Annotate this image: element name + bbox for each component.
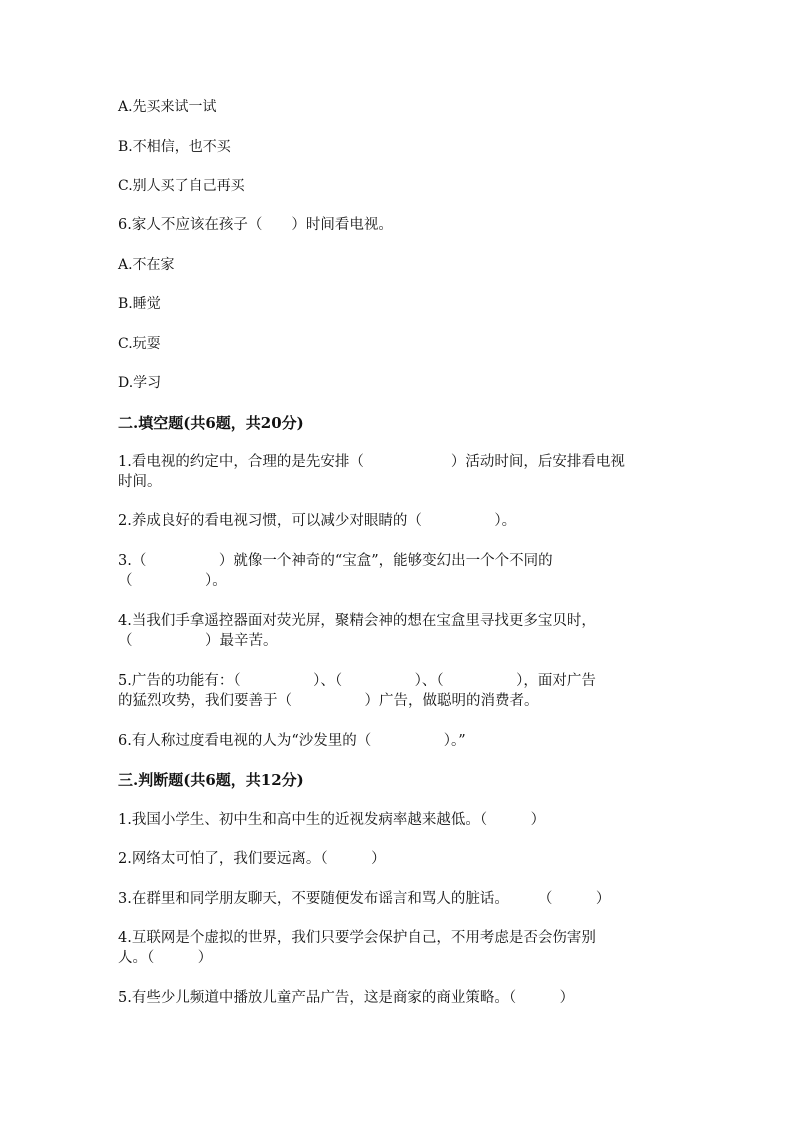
q5-option-b: B.不相信，也不买: [118, 139, 231, 155]
section2-heading: 二.填空题(共6题，共20分): [118, 414, 304, 432]
q6-stem: 6.家人不应该在孩子（ ）时间看电视。: [118, 217, 393, 233]
s2-item-2: 2.养成良好的看电视习惯，可以减少对眼睛的（ ）。: [118, 513, 517, 529]
s2-item-1-line-2: 时间。: [118, 474, 162, 490]
s2-item-4-line-2: （ ）最辛苦。: [118, 633, 278, 649]
s3-item-5: 5.有些少儿频道中播放儿童产品广告，这是商家的商业策略。（ ）: [118, 990, 575, 1006]
s2-item-1-line-1: 1.看电视的约定中，合理的是先安排（ ）活动时间，后安排看电视: [118, 454, 625, 470]
s3-item-2: 2.网络太可怕了，我们要远离。（ ）: [118, 851, 386, 867]
q6-option-a: A.不在家: [118, 257, 175, 273]
s2-item-3-line-1: 3.（ ）就像一个神奇的“宝盒”，能够变幻出一个个不同的: [118, 553, 553, 569]
q6-option-d: D.学习: [118, 375, 162, 391]
s3-item-3: 3.在群里和同学朋友聊天，不要随便发布谣言和骂人的脏话。 （ ）: [118, 891, 611, 907]
s2-item-5-line-2: 的猛烈攻势，我们要善于（ ）广告，做聪明的消费者。: [118, 693, 539, 709]
s3-item-4-line-1: 4.互联网是个虚拟的世界，我们只要学会保护自己，不用考虑是否会伤害别: [118, 930, 596, 946]
s3-item-1: 1.我国小学生、初中生和高中生的近视发病率越来越低。（ ）: [118, 812, 546, 828]
q5-option-a: A.先买来试一试: [118, 99, 217, 115]
section3-heading: 三.判断题(共6题，共12分): [118, 771, 304, 789]
s2-item-3-line-2: （ ）。: [118, 573, 227, 589]
s2-item-4-line-1: 4.当我们手拿遥控器面对荧光屏，聚精会神的想在宝盒里寻找更多宝贝时，: [118, 613, 596, 629]
q6-option-b: B.睡觉: [118, 296, 161, 312]
s2-item-5-line-1: 5.广告的功能有：（ ）、（ ）、（ ），面对广告: [118, 673, 596, 689]
q6-option-c: C.玩耍: [118, 336, 161, 352]
s2-item-6: 6.有人称过度看电视的人为“沙发里的（ ）。”: [118, 733, 466, 749]
q5-option-c: C.别人买了自己再买: [118, 178, 245, 194]
s3-item-4-line-2: 人。（ ）: [118, 950, 213, 966]
